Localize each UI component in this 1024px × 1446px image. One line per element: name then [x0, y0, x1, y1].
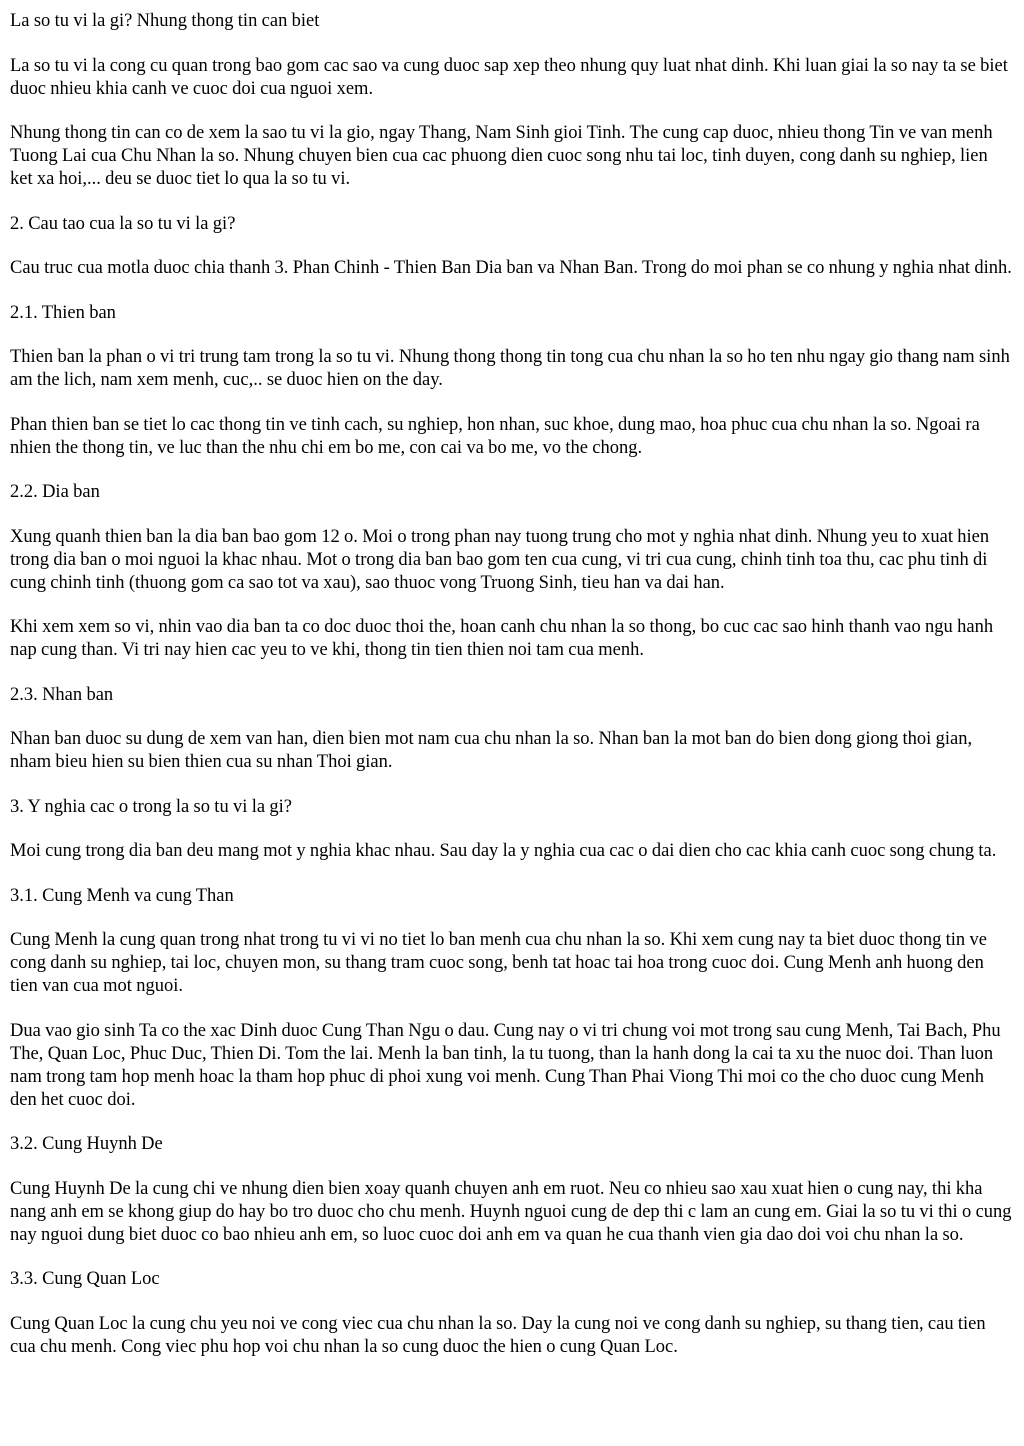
section-heading: 3.2. Cung Huynh De — [10, 1134, 163, 1154]
section-heading: 3. Y nghia cac o trong la so tu vi la gi? — [10, 796, 293, 817]
paragraph: Moi cung trong dia ban deu mang mot y nghia khac nhau. Sau day la y nghia cua cac o dai dien cho cac khia canh cuoc song chung ta. — [10, 841, 997, 861]
paragraph: Khi xem xem so vi, nhin vao dia ban ta co doc duoc thoi the, hoan canh chu nhan la so thong, bo cuc cac sao hinh thanh vao ngu hanh nap cung than. Vi tri nay hien cac yeu to ve khi, thong tin tien thien noi tam cua menh. — [10, 617, 994, 660]
paragraph: Cau truc cua motla duoc chia thanh 3. Phan Chinh - Thien Ban Dia ban va Nhan Ban. Trong do moi phan se co nhung y nghia nhat dinh. — [10, 258, 1012, 278]
paragraph: Thien ban la phan o vi tri trung tam trong la so tu vi. Nhung thong thong tin tong cua chu nhan la so ho ten nhu ngay gio thang nam sinh am the lich, nam xem menh, cuc,.. se duoc hien on the day. — [10, 347, 1010, 390]
paragraph: Cung Menh la cung quan trong nhat trong tu vi vi no tiet lo ban menh cua chu nhan la so. Khi xem cung nay ta biet duoc thong tin ve cong danh su nghiep, tai loc, chuyen mon, su thang tram cuoc song, benh tat hoac tai hoa trong cuoc doi. Cung Menh anh huong den tien van cua mot nguoi. — [10, 930, 987, 996]
document-title: La so tu vi la gi? Nhung thong tin can biet — [10, 11, 320, 31]
paragraph: Dua vao gio sinh Ta co the xac Dinh duoc Cung Than Ngu o dau. Cung nay o vi tri chung voi mot trong sau cung Menh, Tai Bach, Phu The, Quan Loc, Phuc Duc, Thien Di. Tom the lai. Menh la ban tinh, la tu tuong, than la hanh dong la cai ta xu the nuoc doi. Than luon nam trong tam hop menh hoac la tham hop phuc di phoi xung voi menh. Cung Than Phai Viong Thi moi co the cho duoc cung Menh den het cuoc doi. — [10, 1020, 1001, 1110]
paragraph: Xung quanh thien ban la dia ban bao gom 12 o. Moi o trong phan nay tuong trung cho mot y nghia nhat dinh. Nhung yeu to xuat hien trong dia ban o moi nguoi la khac nhau. Mot o trong dia ban bao gom ten cua cung, vi tri cua cung, chinh tinh toa thu, cac phu tinh di cung chinh tinh (thuong gom ca sao tot va xau), sao thuoc vong Truong Sinh, tieu han va dai han. — [10, 526, 990, 593]
paragraph: La so tu vi la cong cu quan trong bao gom cac sao va cung duoc sap xep theo nhung quy luat nhat dinh. Khi luan giai la so nay ta se biet duoc nhieu khia canh ve cuoc doi cua nguoi xem. — [10, 55, 1008, 99]
paragraph: Phan thien ban se tiet lo cac thong tin ve tinh cach, su nghiep, hon nhan, suc khoe, dung mao, hoa phuc cua chu nhan la so. Ngoai ra nhien the thong tin, ve luc than the nhu chi em bo me, con cai va bo me, vo the chong. — [10, 414, 980, 458]
paragraph: Nhan ban duoc su dung de xem van han, dien bien mot nam cua chu nhan la so. Nhan ban la mot ban do bien dong giong thoi gian, nham bieu hien su bien thien cua su nhan Thoi gian. — [10, 729, 973, 772]
section-heading: 3.3. Cung Quan Loc — [10, 1269, 160, 1289]
section-heading: 2.2. Dia ban — [10, 482, 100, 502]
section-heading: 2.1. Thien ban — [10, 302, 116, 323]
section-heading: 3.1. Cung Menh va cung Than — [10, 885, 234, 906]
paragraph: Cung Huynh De la cung chi ve nhung dien bien xoay quanh chuyen anh em ruot. Neu co nhieu sao xau xuat hien o cung nay, thi kha nang anh em se khong giup do hay bo tro duoc cho chu menh. Huynh nguoi cung de dep thi c lam an cung em. Giai la so tu vi thi o cung nay nguoi dung biet duoc co bao nhieu anh em, so luoc cuoc doi anh em va quan he cua thanh vien gia dao doi voi chu nhan la so. — [10, 1178, 1012, 1245]
paragraph: Nhung thong tin can co de xem la sao tu vi la gio, ngay Thang, Nam Sinh gioi Tinh. The cung cap duoc, nhieu thong Tin ve van menh Tuong Lai cua Chu Nhan la so. Nhung chuyen bien cua cac phuong dien cuoc song nhu tai loc, tinh duyen, cong danh su nghiep, lien ket xa hoi,... deu se duoc tiet lo qua la so tu vi. — [10, 123, 993, 189]
section-heading: 2.3. Nhan ban — [10, 684, 114, 705]
paragraph: Cung Quan Loc la cung chu yeu noi ve cong viec cua chu nhan la so. Day la cung noi ve cong danh su nghiep, su thang tien, cau tien cua chu menh. Cong viec phu hop voi chu nhan la so cung duoc the hien o cung Quan Loc. — [10, 1313, 986, 1357]
section-heading: 2. Cau tao cua la so tu vi la gi? — [10, 213, 236, 234]
